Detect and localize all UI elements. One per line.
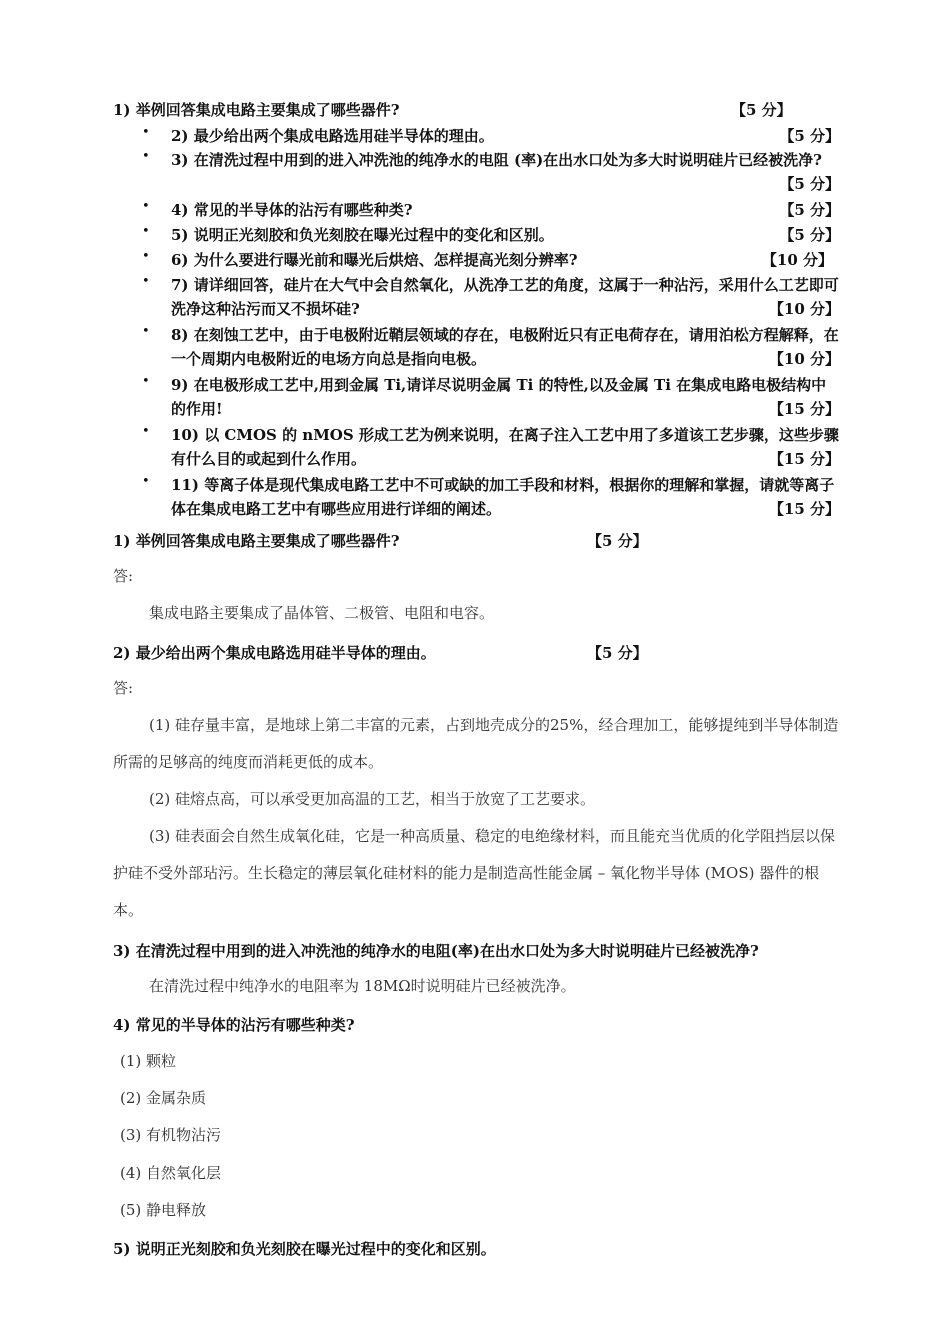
list-item-points: 【5 分】 xyxy=(779,127,840,145)
answer-label: 答: xyxy=(113,567,134,585)
list-item-points: 【15 分】 xyxy=(768,450,840,468)
list-item-text: 5) 说明正光刻胶和负光刻胶在曝光过程中的变化和区别。 xyxy=(171,226,554,244)
list-item-text: 9) 在电极形成工艺中,用到金属 Ti,请详尽说明金属 Ti 的特性,以及金属 Ti 在集成电路电极结构中的作用! xyxy=(171,376,827,418)
list-item-text: 7) 请详细回答，硅片在大气中会自然氧化，从洗净工艺的角度，这属于一种沾污，采用什么工艺即可洗净这种沾污而又不损坏硅? xyxy=(171,276,839,318)
bullet-icon: • xyxy=(142,424,150,439)
list-item-points: 【10 分】 xyxy=(768,300,840,318)
header-question: 1) 举例回答集成电路主要集成了哪些器件? xyxy=(113,101,400,119)
question-2-reason-1: (1) 硅存量丰富，是地球上第二丰富的元素，占到地壳成分的25%，经合理加工，能够提纯到半导体制造所需的足够高的纯度而消耗更低的成本。 xyxy=(113,716,839,771)
contamination-item: (3) 有机物沾污 xyxy=(120,1126,222,1144)
list-item-points: 【10 分】 xyxy=(768,350,840,368)
question-2-title: 2) 最少给出两个集成电路选用硅半导体的理由。 xyxy=(113,644,436,662)
list-item-points: 【5 分】 xyxy=(779,226,840,244)
list-item-points: 【5 分】 xyxy=(779,201,840,219)
list-item-points: 【10 分】 xyxy=(761,251,833,269)
question-1-title: 1) 举例回答集成电路主要集成了哪些器件? xyxy=(113,532,400,550)
question-4-title: 4) 常见的半导体的沾污有哪些种类? xyxy=(113,1016,355,1034)
question-1-points: 【5 分】 xyxy=(587,532,648,550)
question-1-answer: 集成电路主要集成了晶体管、二极管、电阻和电容。 xyxy=(149,604,495,622)
list-item-points: 【15 分】 xyxy=(768,400,840,418)
question-2-reason-3: (3) 硅表面会自然生成氧化硅，它是一种高质量、稳定的电绝缘材料，而且能充当优质的化学阻挡层以保护硅不受外部玷污。生长稳定的薄层氧化硅材料的能力是制造高性能金属 – 氧化物半导体 (MOS) 器件的根本。 xyxy=(113,827,836,919)
contamination-item: (5) 静电释放 xyxy=(120,1201,207,1219)
list-item-points: 【15 分】 xyxy=(768,500,840,518)
bullet-icon: • xyxy=(142,249,150,264)
list-item-text: 3) 在清洗过程中用到的进入冲洗池的纯净水的电阻 (率)在出水口处为多大时说明硅片已经被洗净? xyxy=(171,151,822,169)
bullet-icon: • xyxy=(142,374,150,389)
bullet-icon: • xyxy=(142,324,150,339)
list-item-text: 11) 等离子体是现代集成电路工艺中不可或缺的加工手段和材料，根据你的理解和掌握，请就等离子体在集成电路工艺中有哪些应用进行详细的阐述。 xyxy=(171,476,835,518)
bullet-icon: • xyxy=(142,274,150,289)
list-item-text: 10) 以 CMOS 的 nMOS 形成工艺为例来说明，在离子注入工艺中用了多道该工艺步骤，这些步骤有什么目的或起到什么作用。 xyxy=(171,426,839,468)
header-question-points: 【5 分】 xyxy=(731,101,792,119)
contamination-item: (4) 自然氧化层 xyxy=(120,1164,222,1182)
contamination-item: (1) 颗粒 xyxy=(120,1052,177,1070)
question-3-title: 3) 在清洗过程中用到的进入冲洗池的纯净水的电阻(率)在出水口处为多大时说明硅片已经被洗净? xyxy=(113,942,759,960)
question-5-title: 5) 说明正光刻胶和负光刻胶在曝光过程中的变化和区别。 xyxy=(113,1240,496,1258)
bullet-icon: • xyxy=(142,149,150,164)
answer-label: 答: xyxy=(113,679,134,697)
contamination-item: (2) 金属杂质 xyxy=(120,1089,207,1107)
question-2-reason-2: (2) 硅熔点高，可以承受更加高温的工艺，相当于放宽了工艺要求。 xyxy=(149,790,596,808)
bullet-icon: • xyxy=(142,125,150,140)
list-item-text: 2) 最少给出两个集成电路选用硅半导体的理由。 xyxy=(171,127,494,145)
list-item-text: 6) 为什么要进行曝光前和曝光后烘焙、怎样提高光刻分辨率? xyxy=(171,251,578,269)
bullet-icon: • xyxy=(142,224,150,239)
list-item-text: 8) 在刻蚀工艺中，由于电极附近鞘层领域的存在，电极附近只有正电荷存在，请用泊松方程解释，在一个周期内电极附近的电场方向总是指向电极。 xyxy=(171,326,839,368)
bullet-icon: • xyxy=(142,474,150,489)
bullet-icon: • xyxy=(142,199,150,214)
list-item-text: 4) 常见的半导体的沾污有哪些种类? xyxy=(171,201,413,219)
list-item-points: 【5 分】 xyxy=(779,175,840,193)
question-3-answer: 在清洗过程中纯净水的电阻率为 18MΩ时说明硅片已经被洗净。 xyxy=(149,977,576,995)
question-2-points: 【5 分】 xyxy=(587,644,648,662)
